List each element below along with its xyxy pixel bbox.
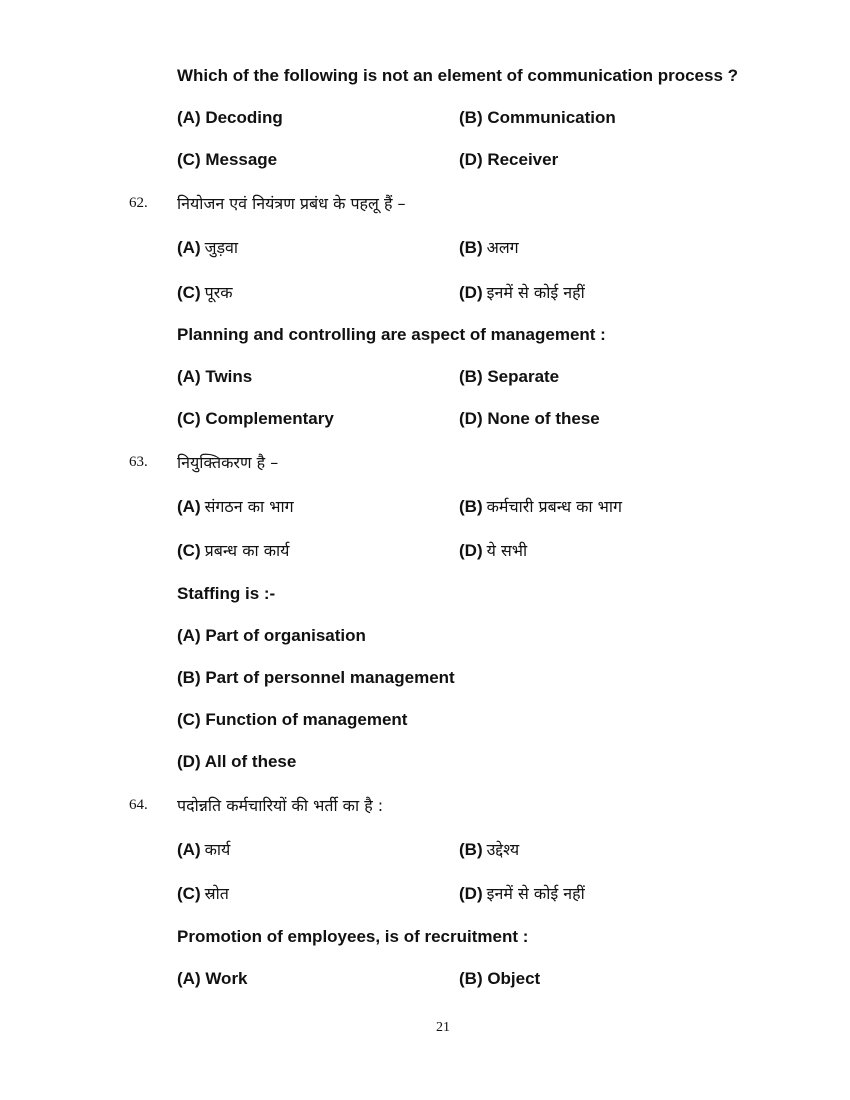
q61-option-b: (B) Communication xyxy=(459,108,616,127)
q62-question-hi: नियोजन एवं नियंत्रण प्रबंध के पहलू हैं – xyxy=(177,194,406,213)
option-label: (D) xyxy=(459,541,483,560)
q63-question-hi: नियुक्तिकरण है – xyxy=(177,453,279,472)
q62-option-hi-a xyxy=(177,236,238,258)
q61-question-en: Which of the following is not an element of communication process ? xyxy=(177,66,739,85)
q63-option-b: (B) Part of personnel management xyxy=(177,668,455,687)
q63-option-d: (D) All of these xyxy=(177,752,297,771)
q64-option-b: (B) Object xyxy=(459,969,541,988)
option-text: इनमें से कोई नहीं xyxy=(486,283,585,302)
option-text: स्रोत xyxy=(204,884,229,903)
option-text: संगठन का भाग xyxy=(204,497,294,516)
q62-option-hi-d xyxy=(459,281,585,303)
option-text: प्रबन्ध का कार्य xyxy=(204,541,290,560)
option-text: कर्मचारी प्रबन्ध का भाग xyxy=(486,497,623,516)
option-label: (B) xyxy=(459,840,483,859)
q62-question-en: Planning and controlling are aspect of management : xyxy=(177,325,606,344)
option-label: (A) xyxy=(177,238,201,257)
q62-number: 62. xyxy=(129,195,148,211)
q61-option-d: (D) Receiver xyxy=(459,150,559,169)
q63-option-c: (C) Function of management xyxy=(177,710,408,729)
q64-question-hi: पदोन्नति कर्मचारियों की भर्ती का है : xyxy=(177,796,384,815)
page-number: 21 xyxy=(436,1020,450,1035)
option-text: अलग xyxy=(486,238,519,257)
q62-option-hi-c xyxy=(177,281,233,303)
option-text: ये सभी xyxy=(486,541,528,560)
q62-option-d: (D) None of these xyxy=(459,409,600,428)
option-label: (C) xyxy=(177,283,201,302)
q63-option-hi-c xyxy=(177,539,289,561)
q63-question-en: Staffing is :- xyxy=(177,584,276,603)
q63-number: 63. xyxy=(129,454,148,470)
q64-option-hi-d xyxy=(459,882,585,904)
option-label: (D) xyxy=(459,283,483,302)
q62-option-c: (C) Complementary xyxy=(177,409,334,428)
q62-option-hi-b xyxy=(459,236,519,258)
option-label: (C) xyxy=(177,884,201,903)
q62-option-a: (A) Twins xyxy=(177,367,253,386)
option-text: उद्देश्य xyxy=(486,840,520,859)
q64-option-hi-b xyxy=(459,838,519,860)
q63-option-hi-d xyxy=(459,539,527,561)
option-text: कार्य xyxy=(204,840,231,859)
q63-option-a: (A) Part of organisation xyxy=(177,626,366,645)
q64-question-en: Promotion of employees, is of recruitment : xyxy=(177,927,529,946)
q61-option-c: (C) Message xyxy=(177,150,278,169)
option-text: पूरक xyxy=(204,283,233,302)
option-label: (A) xyxy=(177,840,201,859)
q64-number: 64. xyxy=(129,797,148,813)
q64-option-hi-a xyxy=(177,838,230,860)
option-text: जुड़वा xyxy=(204,238,239,257)
q64-option-hi-c xyxy=(177,882,229,904)
option-label: (B) xyxy=(459,497,483,516)
option-text: इनमें से कोई नहीं xyxy=(486,884,585,903)
option-label: (D) xyxy=(459,884,483,903)
q61-option-a: (A) Decoding xyxy=(177,108,283,127)
q64-option-a: (A) Work xyxy=(177,969,248,988)
option-label: (A) xyxy=(177,497,201,516)
q63-option-hi-a xyxy=(177,495,294,517)
option-label: (C) xyxy=(177,541,201,560)
option-label: (B) xyxy=(459,238,483,257)
q62-option-b: (B) Separate xyxy=(459,367,560,386)
q63-option-hi-b xyxy=(459,495,622,517)
